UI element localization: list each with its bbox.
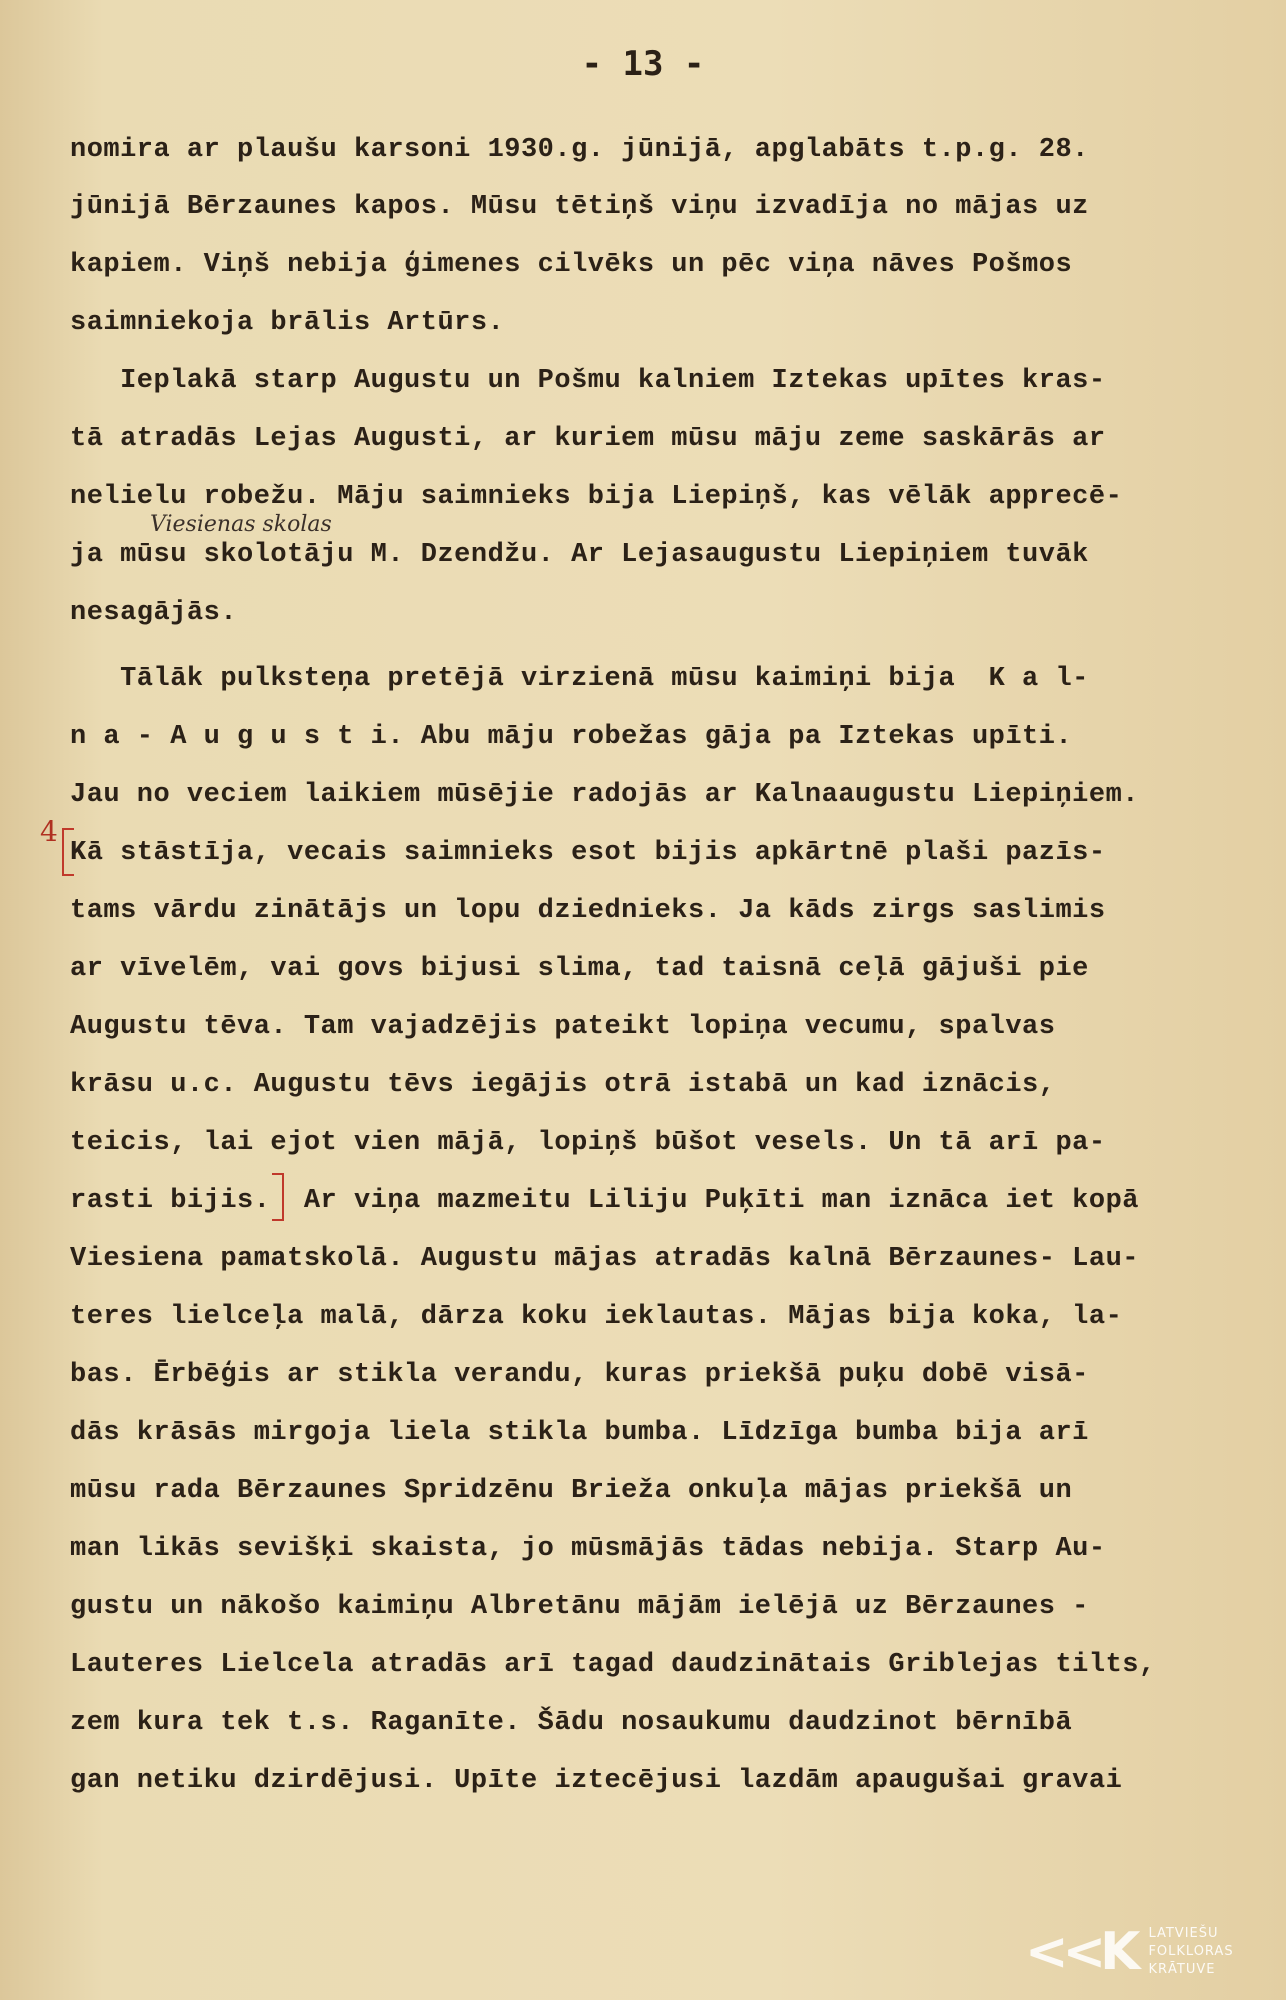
- text-line: dās krāsās mirgoja liela stikla bumba. Līdzīga bumba bija arī: [70, 1418, 1089, 1448]
- text-line: mūsu rada Bērzaunes Spridzēnu Brieža onkuļa mājas priekšā un: [70, 1476, 1073, 1506]
- text-line: teicis, lai ejot vien mājā, lopiņš būšot vesels. Un tā arī pa-: [70, 1128, 1106, 1158]
- logo-line: KRĀTUVE: [1148, 1962, 1216, 1977]
- text-line: rasti bijis. Ar viņa mazmeitu Liliju Puķīti man iznāca iet kopā: [70, 1186, 1139, 1216]
- text-line: Lauteres Lielcela atradās arī tagad daudzinātais Griblejas tilts,: [70, 1650, 1156, 1680]
- text-line: ja mūsu skolotāju M. Dzendžu. Ar Lejasaugustu Liepiņiem tuvāk: [70, 540, 1089, 570]
- archive-logo: [1025, 1912, 1275, 1992]
- text-line: Ieplakā starp Augustu un Pošmu kalniem Iztekas upītes kras-: [70, 366, 1106, 396]
- text-line: nomira ar plaušu karsoni 1930.g. jūnijā, apglabāts t.p.g. 28.: [70, 135, 1089, 165]
- text-line: Viesiena pamatskolā. Augustu mājas atradās kalnā Bērzaunes- Lau-: [70, 1244, 1139, 1274]
- archive-logo-icon: <<K: [1025, 1922, 1135, 1982]
- red-bracket-open: [62, 828, 74, 876]
- text-line: Kā stāstīja, vecais saimnieks esot bijis apkārtnē plaši pazīs-: [70, 838, 1106, 868]
- text-line: Tālāk pulksteņa pretējā virzienā mūsu kaimiņi bija K a l-: [70, 664, 1089, 694]
- text-line: jūnijā Bērzaunes kapos. Mūsu tētiņš viņu izvadīja no mājas uz: [70, 192, 1089, 222]
- text-line: kapiem. Viņš nebija ģimenes cilvēks un pēc viņa nāves Pošmos: [70, 250, 1073, 280]
- text-line: Augustu tēva. Tam vajadzējis pateikt lopiņa vecumu, spalvas: [70, 1012, 1056, 1042]
- text-line: tā atradās Lejas Augusti, ar kuriem mūsu māju zeme saskārās ar: [70, 424, 1106, 454]
- text-line: gan netiku dzirdējusi. Upīte iztecējusi lazdām apaugušai gravai: [70, 1766, 1123, 1796]
- text-line: krāsu u.c. Augustu tēvs iegājis otrā istabā un kad iznācis,: [70, 1070, 1056, 1100]
- text-line: ar vīvelēm, vai govs bijusi slima, tad taisnā ceļā gājuši pie: [70, 954, 1089, 984]
- text-line: n a - A u g u s t i. Abu māju robežas gāja pa Iztekas upīti.: [70, 722, 1073, 752]
- text-line: Jau no veciem laikiem mūsējie radojās ar Kalnaaugustu Liepiņiem.: [70, 780, 1139, 810]
- red-bracket-close: [272, 1173, 284, 1221]
- logo-line: LATVIEŠU: [1148, 1926, 1219, 1941]
- logo-line: FOLKLORAS: [1148, 1944, 1234, 1959]
- archive-logo-text: [1148, 1925, 1233, 1979]
- text-line: tams vārdu zinātājs un lopu dziednieks. Ja kāds zirgs saslimis: [70, 896, 1106, 926]
- text-line: saimniekoja brālis Artūrs.: [70, 308, 505, 338]
- handwritten-insertion: Viesienas skolas: [150, 512, 332, 537]
- text-line: gustu un nākošo kaimiņu Albretānu mājām ielējā uz Bērzaunes -: [70, 1592, 1089, 1622]
- text-line: bas. Ērbēģis ar stikla verandu, kuras priekšā puķu dobē visā-: [70, 1360, 1089, 1390]
- text-line: teres lielceļa malā, dārza koku ieklautas. Mājas bija koka, la-: [70, 1302, 1123, 1332]
- page-number: - 13 -: [581, 44, 705, 84]
- text-line: nelielu robežu. Māju saimnieks bija Liepiņš, kas vēlāk apprecē-: [70, 482, 1123, 512]
- margin-number-mark: 4: [40, 815, 58, 848]
- text-line: zem kura tek t.s. Raganīte. Šādu nosaukumu daudzinot bērnībā: [70, 1708, 1073, 1738]
- text-line: nesagājās.: [70, 598, 238, 628]
- text-line: man likās sevišķi skaista, jo mūsmājās tādas nebija. Starp Au-: [70, 1534, 1106, 1564]
